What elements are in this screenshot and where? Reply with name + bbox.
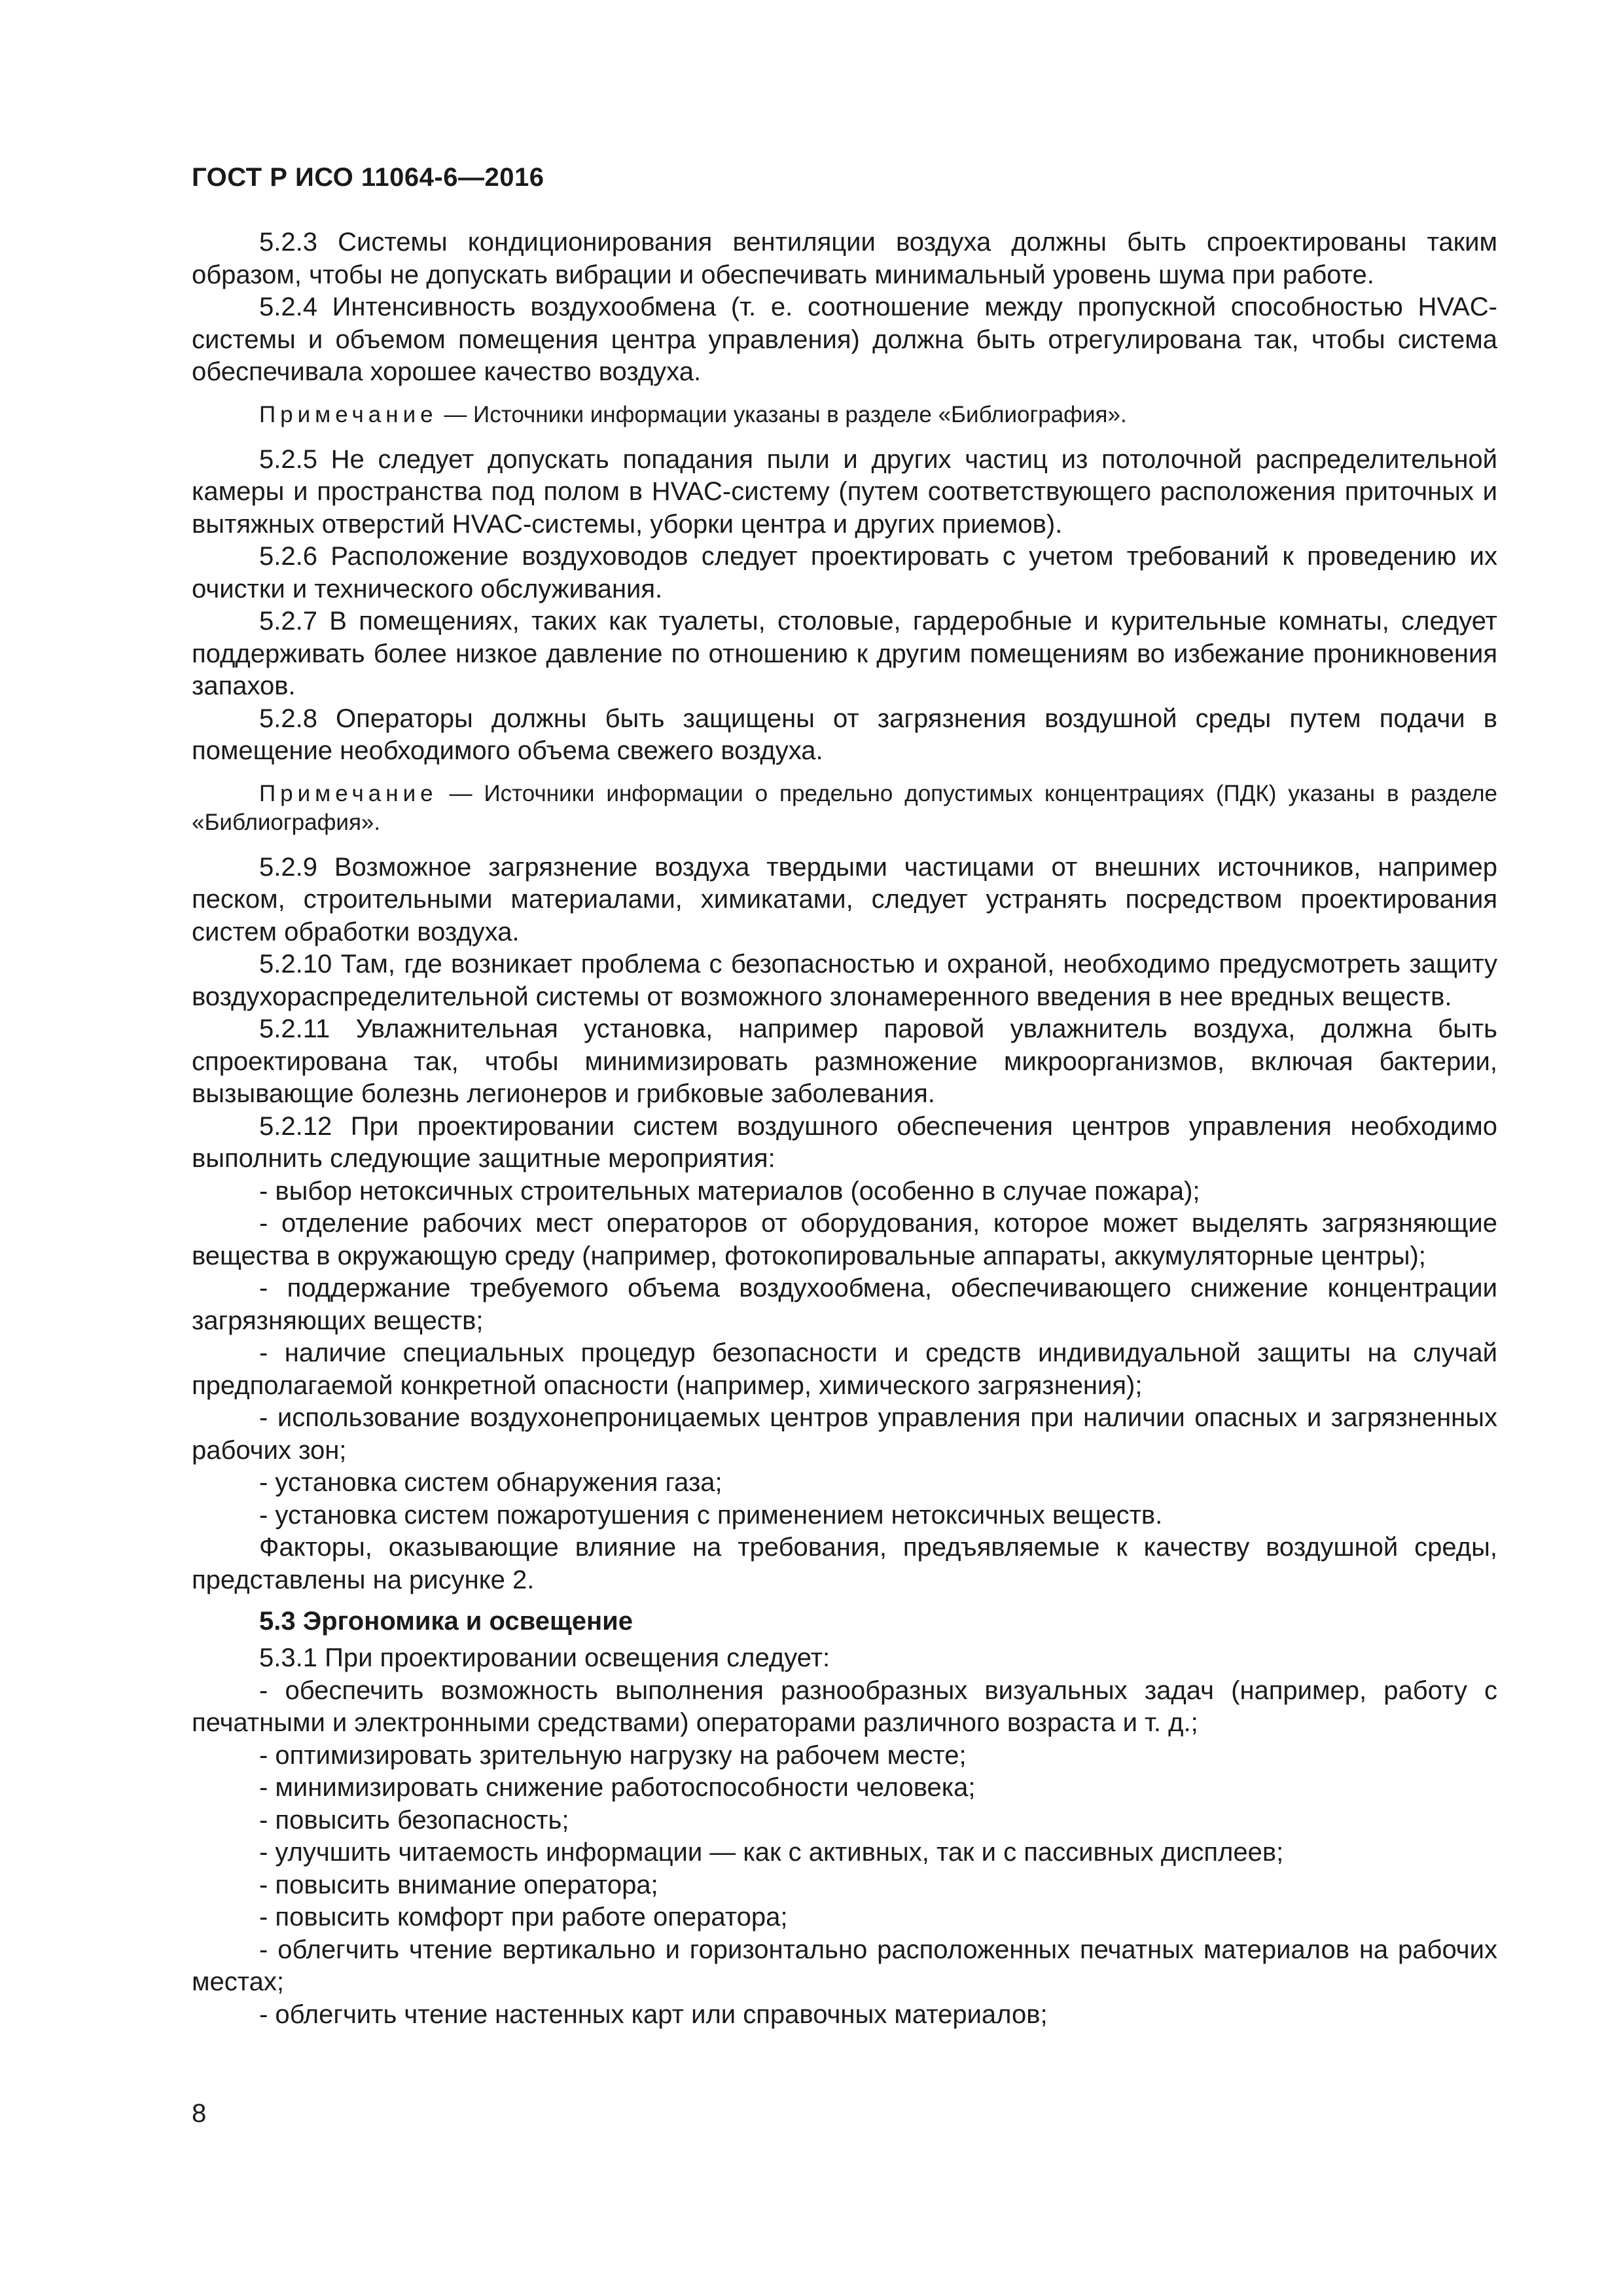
- document-header: ГОСТ Р ИСО 11064-6—2016: [192, 163, 544, 192]
- paragraph-5-2-4: 5.2.4 Интенсивность воздухообмена (т. е. соотношение между пропускной способностью HVAC-системы и объемом помещения центра управления) должна быть отрегулирована так, чтобы система обеспечивала хорошее качество воздуха.: [192, 293, 1497, 386]
- note-2: [192, 780, 1497, 837]
- paragraph-5-2-7: 5.2.7 В помещениях, таких как туалеты, столовые, гардеробные и курительные комнаты, следует поддерживать более низкое давление по отношению к другим помещениям во избежание проникновения запахов.: [192, 607, 1497, 700]
- note-1: [192, 401, 1497, 429]
- section-heading-5-3: 5.3 Эргономика и освещение: [259, 1607, 633, 1636]
- list-item: - поддержание требуемого объема воздухообмена, обеспечивающего снижение концентрации загрязняющих веществ;: [192, 1274, 1497, 1335]
- list-item: - наличие специальных процедур безопасности и средств индивидуальной защиты на случай предполагаемой конкретной опасности (например, химического загрязнения);: [192, 1338, 1497, 1400]
- page-number: 8: [192, 2099, 207, 2128]
- list-item: - улучшить читаемость информации — как с активных, так и с пассивных дисплеев;: [259, 1838, 1284, 1867]
- paragraph-5-2-8: 5.2.8 Операторы должны быть защищены от загрязнения воздушной среды путем подачи в помещение необходимого объема свежего воздуха.: [192, 704, 1497, 765]
- list-item: - облегчить чтение вертикально и горизонтально расположенных печатных материалов на рабочих местах;: [192, 1935, 1497, 1996]
- list-item: - установка систем пожаротушения с применением нетоксичных веществ.: [259, 1500, 1163, 1530]
- note-1-label: Примечание: [259, 401, 438, 427]
- list-item: - выбор нетоксичных строительных материалов (особенно в случае пожара);: [259, 1176, 1200, 1206]
- paragraph-5-2-5: 5.2.5 Не следует допускать попадания пыли и других частиц из потолочной распределительной камеры и пространства под полом в HVAC-систему (путем соответствующего расположения приточных и вытяжных отверстий HVAC-системы, уборки центра и других приемов).: [192, 444, 1497, 539]
- list-item: - повысить безопасность;: [259, 1805, 569, 1835]
- list-item: - повысить комфорт при работе оператора;: [259, 1903, 788, 1931]
- list-item: - использование воздухонепроницаемых центров управления при наличии опасных и загрязненных рабочих зон;: [192, 1403, 1497, 1465]
- paragraph-5-2-3: 5.2.3 Системы кондиционирования вентиляции воздуха должны быть спроектированы таким образом, чтобы не допускать вибрации и обеспечивать минимальный уровень шума при работе.: [192, 228, 1497, 289]
- note-2-label: Примечание: [259, 780, 438, 806]
- document-body: [192, 226, 1497, 2031]
- paragraph-5-2-11: 5.2.11 Увлажнительная установка, например паровой увлажнитель воздуха, должна быть спроектирована так, чтобы минимизировать размножение микроорганизмов, включая бактерии, вызывающие болезнь легионеров и грибковые заболевания.: [192, 1014, 1497, 1108]
- paragraph-5-3-1: 5.3.1 При проектировании освещения следует:: [259, 1643, 830, 1672]
- note-1-text: — Источники информации указаны в разделе «Библиография».: [437, 401, 1127, 427]
- paragraph-5-2-9: 5.2.9 Возможное загрязнение воздуха твердыми частицами от внешних источников, например песком, строительными материалами, химикатами, следует устранять посредством проектирования систем обработки воздуха.: [192, 852, 1497, 946]
- paragraph-factors: Факторы, оказывающие влияние на требования, предъявляемые к качеству воздушной среды, представлены на рисунке 2.: [192, 1533, 1497, 1594]
- list-item: - облегчить чтение настенных карт или справочных материалов;: [259, 2000, 1048, 2029]
- list-item: - установка систем обнаружения газа;: [259, 1468, 722, 1497]
- paragraph-5-2-12: 5.2.12 При проектировании систем воздушного обеспечения центров управления необходимо выполнить следующие защитные мероприятия:: [192, 1111, 1497, 1173]
- list-item: - минимизировать снижение работоспособности человека;: [259, 1773, 976, 1802]
- note-2-text: — Источники информации о предельно допустимых концентрациях (ПДК) указаны в разделе «Библиография».: [192, 780, 1497, 835]
- list-item: - отделение рабочих мест операторов от оборудования, которое может выделять загрязняющие вещества в окружающую среду (например, фотокопировальные аппараты, аккумуляторные центры);: [192, 1209, 1497, 1270]
- paragraph-5-2-6: 5.2.6 Расположение воздуховодов следует проектировать с учетом требований к проведению их очистки и технического обслуживания.: [192, 542, 1497, 603]
- paragraph-5-2-10: 5.2.10 Там, где возникает проблема с безопасностью и охраной, необходимо предусмотреть защиту воздухораспределительной системы от возможного злонамеренного введения в нее вредных веществ.: [192, 950, 1497, 1011]
- list-item: - оптимизировать зрительную нагрузку на рабочем месте;: [259, 1740, 967, 1770]
- list-item: - повысить внимание оператора;: [259, 1870, 658, 1899]
- list-item: - обеспечить возможность выполнения разнообразных визуальных задач (например, работу с печатными и электронными средствами) операторами различного возраста и т. д.;: [192, 1676, 1497, 1737]
